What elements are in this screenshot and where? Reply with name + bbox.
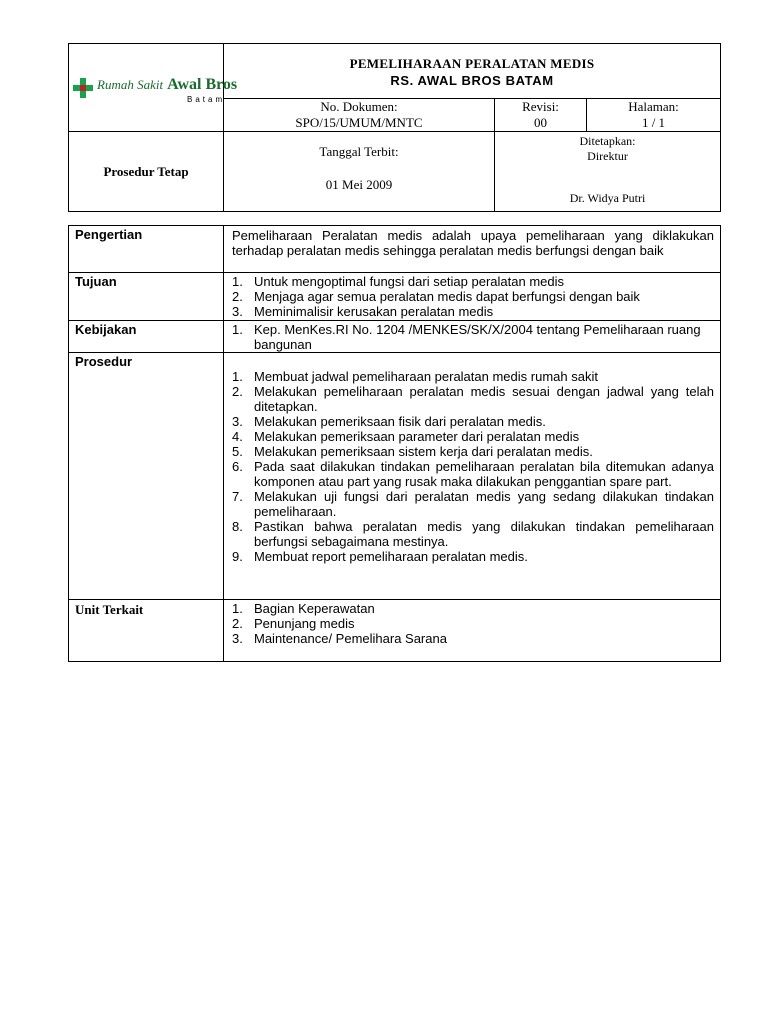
doc-number-cell: [224, 99, 495, 132]
prosedur-cell: [224, 353, 721, 600]
revision-value: 00: [534, 115, 547, 130]
logo-text-a: Rumah Sakit: [97, 77, 164, 92]
doc-number-label: No. Dokumen:: [320, 99, 398, 114]
list-item: 4. Melakukan pemeriksaan parameter dari peralatan medis: [232, 429, 580, 444]
list-item: 2. Melakukan pemeliharaan peralatan medis sesuai dengan jadwal yang telah ditetapkan.: [232, 384, 714, 414]
logo-text-b: Awal Bros: [167, 76, 238, 93]
pengertian-label: Pengertian: [69, 226, 224, 273]
logo-subtext: Batam: [187, 95, 226, 104]
title-cell: [224, 44, 721, 99]
issue-date-label: Tanggal Terbit:: [319, 144, 399, 159]
list-item: 8. Pastikan bahwa peralatan medis yang dilakukan tindakan pemeliharaan berfungsi sebagaimana mestinya.: [232, 519, 714, 549]
kebijakan-list: [232, 322, 714, 352]
list-item: 2. Penunjang medis: [232, 616, 355, 631]
hospital-logo: [69, 44, 238, 131]
list-item: 7. Melakukan uji fungsi dari peralatan medis yang sedang dilakukan tindakan pemeliharaan.: [232, 489, 714, 519]
medical-cross-icon: [73, 78, 93, 98]
unit-terkait-label: Unit Terkait: [69, 600, 224, 662]
revision-cell: [495, 99, 587, 132]
hospital-name: RS. AWAL BROS BATAM: [390, 73, 554, 88]
pengertian-text: Pemeliharaan Peralatan medis adalah upaya pemeliharaan yang diklakukan terhadap peralatan medis sehingga peralatan medis berfungsi dengan baik: [224, 226, 721, 273]
list-item: 1. Kep. MenKes.RI No. 1204 /MENKES/SK/X/2004 tentang Pemeliharaan ruang bangunan: [232, 322, 701, 352]
unit-terkait-list: [232, 601, 714, 646]
list-item: 1. Untuk mengoptimal fungsi dari setiap peralatan medis: [232, 274, 565, 289]
prosedur-list: [232, 369, 714, 564]
list-item: 9. Membuat report pemeliharaan peralatan medis.: [232, 549, 528, 564]
approval-name: Dr. Widya Putri: [569, 191, 646, 205]
row-kebijakan: [69, 321, 721, 353]
page-value: 1 / 1: [641, 115, 666, 130]
list-item: 2. Menjaga agar semua peralatan medis dapat berfungsi dengan baik: [232, 289, 640, 304]
row-prosedur: [69, 353, 721, 600]
row-pengertian: [69, 226, 721, 273]
page-cell: [587, 99, 721, 132]
row-tujuan: [69, 273, 721, 321]
prosedur-tetap-cell: [69, 132, 224, 212]
revision-label: Revisi:: [522, 99, 559, 114]
list-item: 5. Melakukan pemeriksaan sistem kerja dari peralatan medis.: [232, 444, 593, 459]
list-item: 1. Bagian Keperawatan: [232, 601, 375, 616]
approval-role: Direktur: [587, 149, 628, 163]
list-item: 3. Meminimalisir kerusakan peralatan medis: [232, 304, 494, 319]
tujuan-list: [232, 274, 714, 319]
logo-cell: [69, 44, 238, 132]
list-item: 1. Membuat jadwal pemeliharaan peralatan medis rumah sakit: [232, 369, 598, 384]
procedure-table: [68, 225, 721, 662]
document-title: PEMELIHARAAN PERALATAN MEDIS: [349, 56, 595, 71]
doc-number-value: SPO/15/UMUM/MNTC: [295, 115, 423, 130]
tujuan-label: Tujuan: [69, 273, 224, 321]
tujuan-cell: [224, 273, 721, 321]
prosedur-label: Prosedur: [69, 353, 224, 600]
page-label: Halaman:: [628, 99, 679, 114]
kebijakan-label: Kebijakan: [69, 321, 224, 353]
document-header: [68, 43, 721, 212]
issue-date-cell: [224, 132, 495, 212]
kebijakan-cell: [224, 321, 721, 353]
list-item: 6. Pada saat dilakukan tindakan pemeliharaan peralatan bila ditemukan adanya komponen atau part yang rusak maka dilakukan penggantian spare part.: [232, 459, 714, 489]
approval-label: Ditetapkan:: [579, 134, 636, 148]
issue-date-value: 01 Mei 2009: [325, 177, 393, 192]
list-item: 3. Melakukan pemeriksaan fisik dari peralatan medis.: [232, 414, 546, 429]
unit-terkait-cell: [224, 600, 721, 662]
list-item: 3. Maintenance/ Pemelihara Sarana: [232, 631, 447, 646]
approval-cell: [495, 132, 721, 212]
row-unit-terkait: [69, 600, 721, 662]
prosedur-tetap-label: Prosedur Tetap: [103, 163, 189, 179]
